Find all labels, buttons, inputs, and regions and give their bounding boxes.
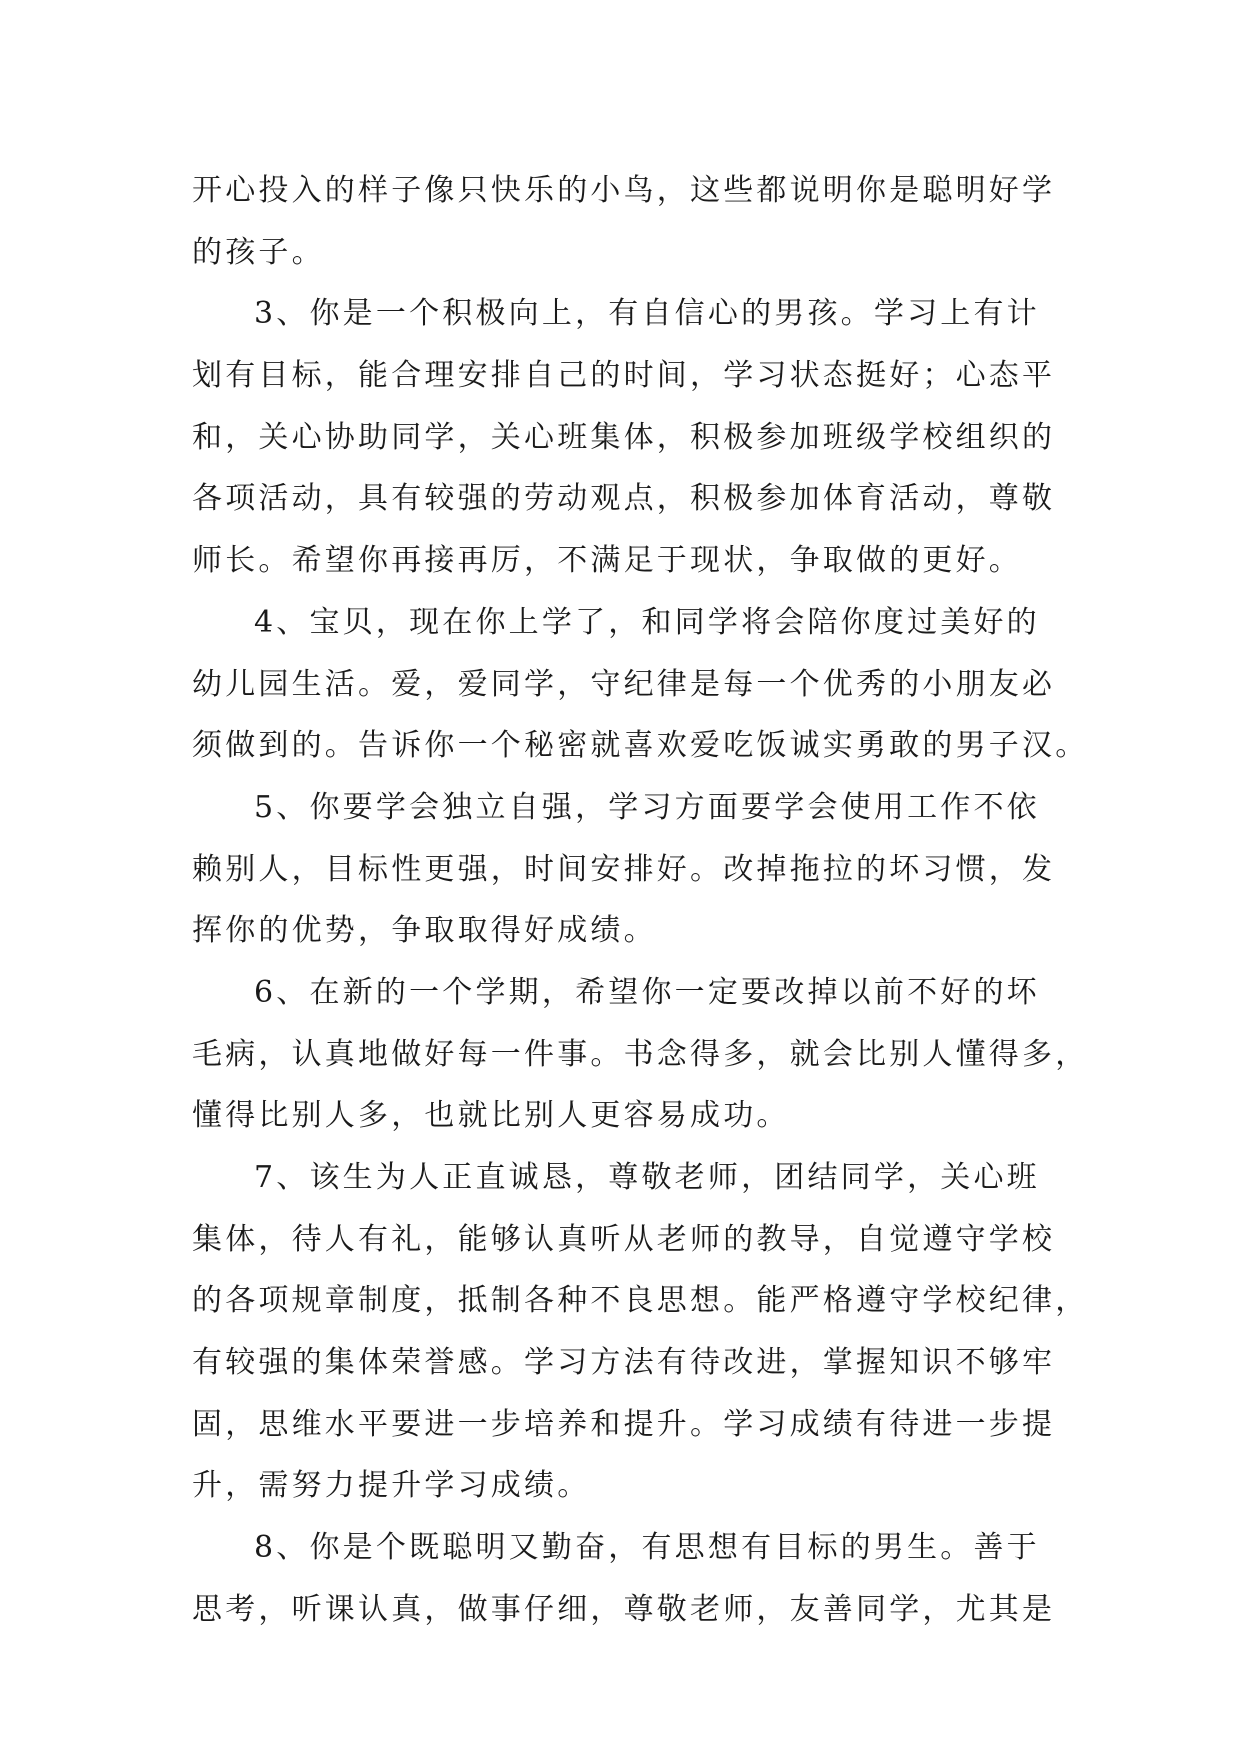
document-body — [192, 160, 1089, 1641]
text-line: 挥你的优势，争取取得好成绩。 — [192, 913, 657, 949]
text-line: 和，关心协助同学，关心班集体，积极参加班级学校组织的 — [192, 419, 1056, 455]
text-line: 有较强的集体荣誉感。学习方法有待改进，掌握知识不够牢 — [192, 1345, 1056, 1381]
text-line: 懂得比别人多，也就比别人更容易成功。 — [192, 1098, 790, 1134]
text-line: 集体，待人有礼，能够认真听从老师的教导，自觉遵守学校 — [192, 1221, 1056, 1257]
paragraph-first-line: 4、宝贝，现在你上学了，和同学将会陪你度过美好的 — [254, 604, 1040, 640]
text-line: 毛病，认真地做好每一件事。书念得多，就会比别人懂得多， — [192, 1036, 1089, 1072]
text-line: 固，思维水平要进一步培养和提升。学习成绩有待进一步提 — [192, 1406, 1056, 1442]
text-line: 的各项规章制度，抵制各种不良思想。能严格遵守学校纪律， — [192, 1283, 1089, 1319]
text-line: 开心投入的样子像只快乐的小鸟，这些都说明你是聪明好学 — [192, 173, 1056, 208]
paragraph-first-line: 3、你是一个积极向上，有自信心的男孩。学习上有计 — [254, 296, 1040, 332]
paragraph-first-line: 5、你要学会独立自强，学习方面要学会使用工作不依 — [254, 789, 1040, 825]
text-line: 升，需努力提升学习成绩。 — [192, 1468, 591, 1504]
text-line: 须做到的。告诉你一个秘密就喜欢爱吃饭诚实勇敢的男子汉。 — [192, 728, 1089, 764]
text-line: 思考，听课认真，做事仔细，尊敬老师，友善同学，尤其是 — [192, 1591, 1056, 1627]
text-line: 赖别人，目标性更强，时间安排好。改掉拖拉的坏习惯，发 — [192, 851, 1056, 887]
text-line: 各项活动，具有较强的劳动观点，积极参加体育活动，尊敬 — [192, 481, 1056, 517]
text-line: 师长。希望你再接再厉，不满足于现状，争取做的更好。 — [192, 543, 1022, 579]
text-line: 幼儿园生活。爱，爱同学，守纪律是每一个优秀的小朋友必 — [192, 666, 1056, 702]
paragraph-first-line: 8、你是个既聪明又勤奋，有思想有目标的男生。善于 — [254, 1530, 1040, 1566]
text-line: 划有目标，能合理安排自己的时间，学习状态挺好；心态平 — [192, 358, 1056, 394]
text-line: 的孩子。 — [192, 234, 325, 270]
paragraph-first-line: 7、该生为人正直诚恳，尊敬老师，团结同学，关心班 — [254, 1160, 1040, 1195]
paragraph-first-line: 6、在新的一个学期，希望你一定要改掉以前不好的坏 — [254, 974, 1040, 1010]
